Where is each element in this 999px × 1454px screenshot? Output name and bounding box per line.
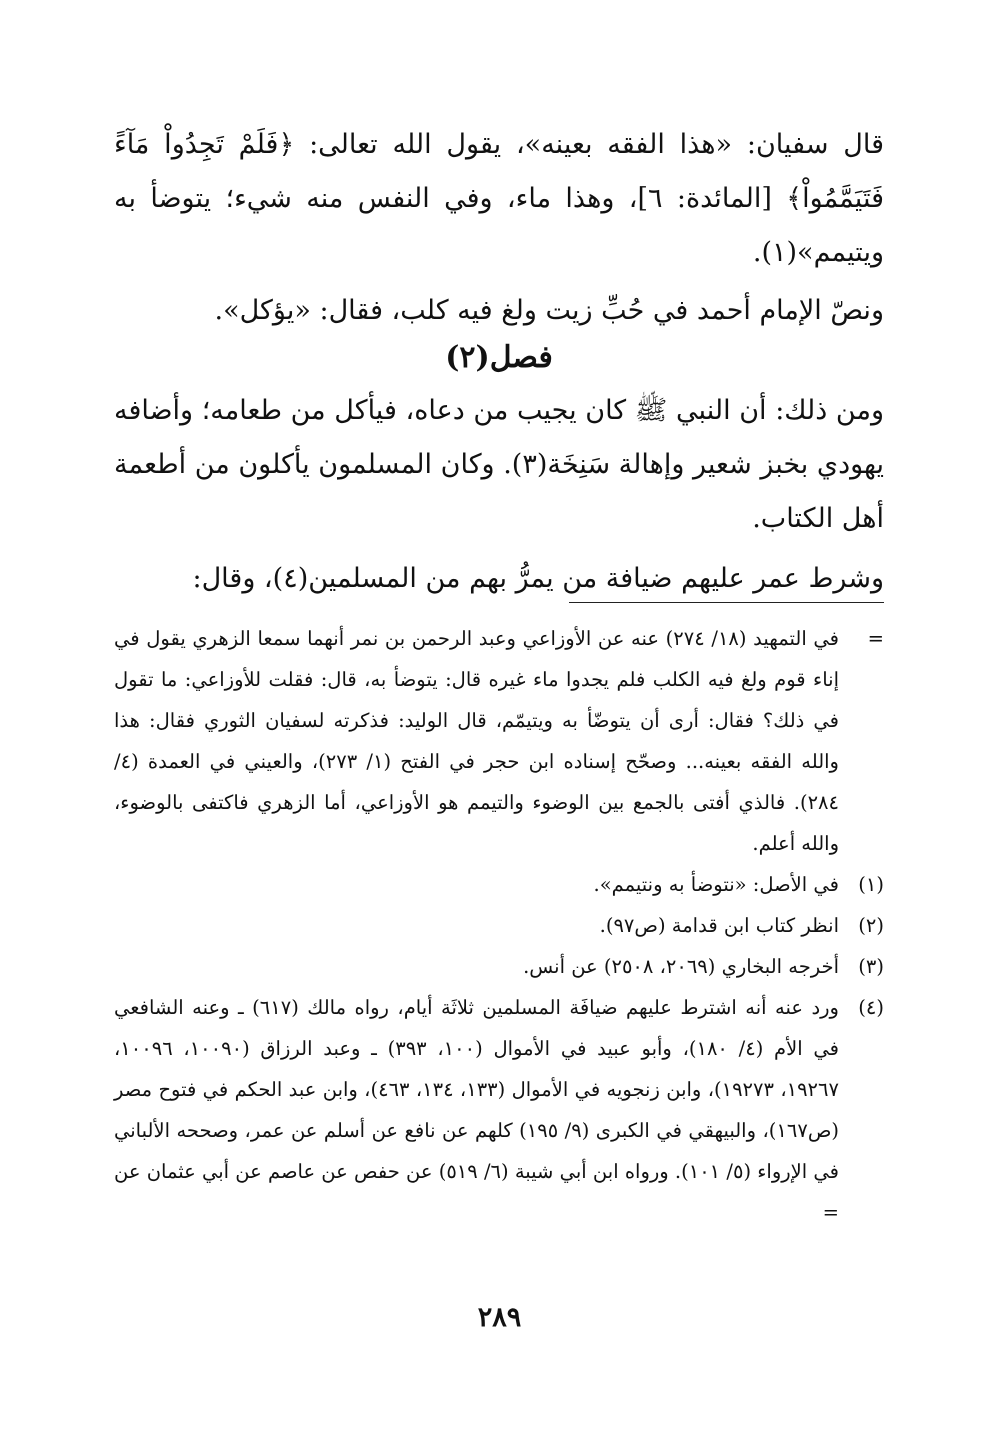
footnote-4 xyxy=(114,987,884,1233)
paragraph-prophet-invitation: ومن ذلك: أن النبي ﷺ كان يجيب من دعاه، فيأكل من طعامه؛ وأضافه يهودي بخبز شعير وإهالة سَنِخَة(٣). وكان المسلمون يأكلون من أطعمة أهل الكتاب. xyxy=(114,395,884,534)
footnotes-block xyxy=(114,618,884,1233)
footnote-divider xyxy=(569,602,884,603)
footnote-number: (٤) xyxy=(858,996,884,1019)
continuation-mark: = xyxy=(867,627,884,650)
footnote-text: في الأصل: «نتوضأ به ونتيمم». xyxy=(593,873,839,896)
footnote-number: (٣) xyxy=(858,955,884,978)
paragraph-sufyan-quote: قال سفيان: «هذا الفقه بعينه»، يقول الله تعالى: ﴿فَلَمْ تَجِدُواْ مَآءً فَتَيَمَّمُواْ﴾ [المائدة: ٦]، وهذا ماء، وفي النفس منه شيء؛ يتوضأ به ويتيمم»(١). xyxy=(114,129,884,268)
footnote-2 xyxy=(114,905,884,946)
footnote-text: انظر كتاب ابن قدامة (ص٩٧). xyxy=(599,914,839,937)
paragraph-imam-ahmad: ونصّ الإمام أحمد في حُبِّ زيت ولغ فيه كلب، فقال: «يؤكل». xyxy=(214,295,884,326)
footnote-text: أخرجه البخاري (٢٠٦٩، ٢٥٠٨) عن أنس. xyxy=(523,955,839,978)
footnote-continuation xyxy=(114,618,884,864)
paragraph-umar-condition: وشرط عمر عليهم ضيافة من يمرُّ بهم من المسلمين(٤)، وقال: xyxy=(192,563,884,594)
footnote-text: ورد عنه أنه اشترط عليهم ضيافَة المسلمين ثلاثَة أيام، رواه مالك (٦١٧) ـ وعنه الشافعي في الأم (٤/ ١٨٠)، وأبو عبيد في الأموال (١٠٠، ٣٩٣) ـ وعبد الرزاق (١٠٠٩٠، ١٠٠٩٦، ١٩٢٦٧، ١٩٢٧٣)، وابن زنجويه في الأموال (١٣٣، ١٣٤، ٤٦٣)، وابن عبد الحكم في فتوح مصر (ص١٦٧)، والبيهقي في الكبرى (٩/ ١٩٥) كلهم عن نافع عن أسلم عن عمر، وصححه الألباني في الإرواء (٥/ ١٠١). ورواه ابن أبي شيبة (٦/ ٥١٩) عن حفص عن عاصم عن أبي عثمان عن = xyxy=(114,996,840,1224)
footnote-number: (١) xyxy=(858,873,884,896)
footnote-number: (٢) xyxy=(858,914,884,937)
footnote-3 xyxy=(114,946,884,987)
footnote-1 xyxy=(114,864,884,905)
section-heading-fasl: فصل(٢) xyxy=(445,340,553,375)
footnote-continuation-text: في التمهيد (١٨/ ٢٧٤) عنه عن الأوزاعي وعبد الرحمن بن نمر أنهما سمعا الزهري يقول في إناء قوم ولغ فيه الكلب فلم يجدوا ماء غيره قال: يتوضأ به، قال: فقلت للأوزاعي: ما تقول في ذلك؟ فقال: أرى أن يتوضّأ به ويتيمّم، قال الوليد: فذكرته لسفيان الثوري فقال: هذا والله الفقه بعينه... وصحّح إسناده ابن حجر في الفتح (١/ ٢٧٣)، والعيني في العمدة (٤/ ٢٨٤). فالذي أفتى بالجمع بين الوضوء والتيمم هو الأوزاعي، أما الزهري فاكتفى بالوضوء، والله أعلم. xyxy=(114,627,839,855)
main-text-block xyxy=(114,118,884,606)
page-number: ٢٨٩ xyxy=(477,1302,522,1333)
